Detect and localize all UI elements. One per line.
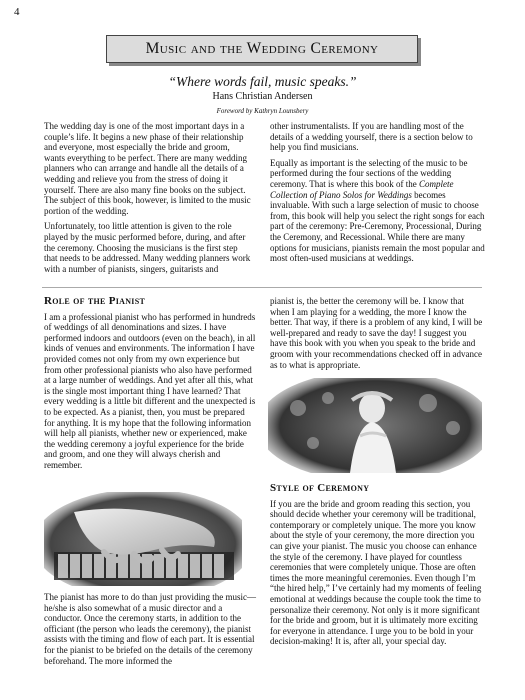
section-heading-role: Role of the Pianist	[44, 295, 146, 307]
title-banner	[106, 35, 418, 63]
intro-paragraph: Equally as important is the selecting of the music to be performed during the four sections of the wedding ceremony. That is where this book of the Complete Collection of Piano Solos for Weddings becomes invaluable. With such a large selection of music to choose from, this book will help you select the right songs for each part of the ceremony: Pre-Ceremony, Processional, During the Ceremony, and Recessional. While there are many options for musicians, pianists remain the most popular and most often-used musicians at weddings.	[270, 157, 485, 264]
intro-paragraph: other instrumentalists. If you are handling most of the details of a wedding yourself, there is a section below to help you find musicians.	[270, 121, 473, 153]
role-paragraph: I am a professional pianist who has performed in hundreds of weddings of all denominations and sizes. I have performed indoors and outdoors (even on the beach), in all kinds of venues and environments. The information I have provided comes not only from my own experience but from other professional pianists who also have performed at a large number of weddings. And yet after all this, what is the single most important thing I have learned? That every wedding is a little bit different and the unexpected is to be expected. As a pianist, then, you must be prepared for anything. It is my hope that the following information will help all pianists, whether new or experienced, make the wedding ceremony a joyful experience for the bride and groom, and one they will always cherish and remember.	[44, 311, 256, 470]
page-title: Music and the Wedding Ceremony	[145, 40, 379, 57]
intro-paragraph: Unfortunately, too little attention is given to the role played by the music performed before, during, and after the ceremony. Choosing the musicians is the first step that needs to be addressed. Many wedding planners work with a number of pianists, singers, guitarists and	[44, 221, 251, 274]
page-number: 4	[14, 6, 20, 18]
intro-left-column	[44, 121, 252, 279]
intro-right-column	[270, 121, 486, 269]
intro-paragraph: The wedding day is one of the most important days in a couple’s life. It begins a new phase of their relationship and everyone, most especially the bride and groom, wants everything to be perfect. There are many wedding planners who can arrange and handle all the details of a wedding and relieve you from the stress of doing it yourself. There are also many fine books on the subject. The subject of this book, however, is limited to the music portion of the wedding.	[44, 121, 251, 216]
section-heading-style: Style of Ceremony	[270, 482, 370, 494]
bride-photo	[268, 378, 482, 473]
role-paragraph: pianist is, the better the ceremony will be. I know that when I am playing for a wedding, the more I know the better. That way, if there is a problem of any kind, I will be well-prepared and ready to save the day! I suggest you have this book with you when you speak to the bride and groom with your recommendations checked off in advance as to what is appropriate.	[270, 296, 483, 370]
role-left-column-cont	[44, 592, 256, 671]
piano-hands-photo	[44, 492, 242, 586]
quote-author: Hans Christian Andersen	[212, 91, 313, 102]
style-column	[270, 483, 484, 652]
style-paragraph: If you are the bride and groom reading this section, you should decide whether your ceremony will be traditional, contemporary or completely unique. The more you know about the style of your ceremony, the more direction you can give your pianist. The music you choose can enhance the style of the ceremony. I have played for countless ceremonies that were completely unique. Those are often times the more meaningful ceremonies. Even though I’m “the hired help,” I’ve certainly had my moments of feeling emotional at weddings because the couple took the time to personalize their ceremony. Not only is it more significant for the bride and groom, but it is ultimately more exciting for everyone in attendance. I urge you to be bold in your decision-making! It is, after all, your special day.	[270, 498, 482, 647]
book-title: Complete Collection of Piano Solos for Weddings	[270, 178, 454, 200]
section-divider	[42, 287, 482, 288]
role-right-column	[270, 296, 484, 375]
role-left-column	[44, 296, 256, 476]
epigraph-quote: “Where words fail, music speaks.”	[168, 74, 357, 89]
role-paragraph: The pianist has more to do than just providing the music—he/she is also somewhat of a music director and a conductor. Once the ceremony starts, in addition to the officiant (the person who leads the ceremony), the pianist assists with the timing and flow of each part. It is essential for the pianist to be briefed on the details of the ceremony beforehand. The more informed the	[44, 592, 256, 666]
foreword-credit: Foreword by Kathryn Lounsbery	[216, 107, 309, 115]
